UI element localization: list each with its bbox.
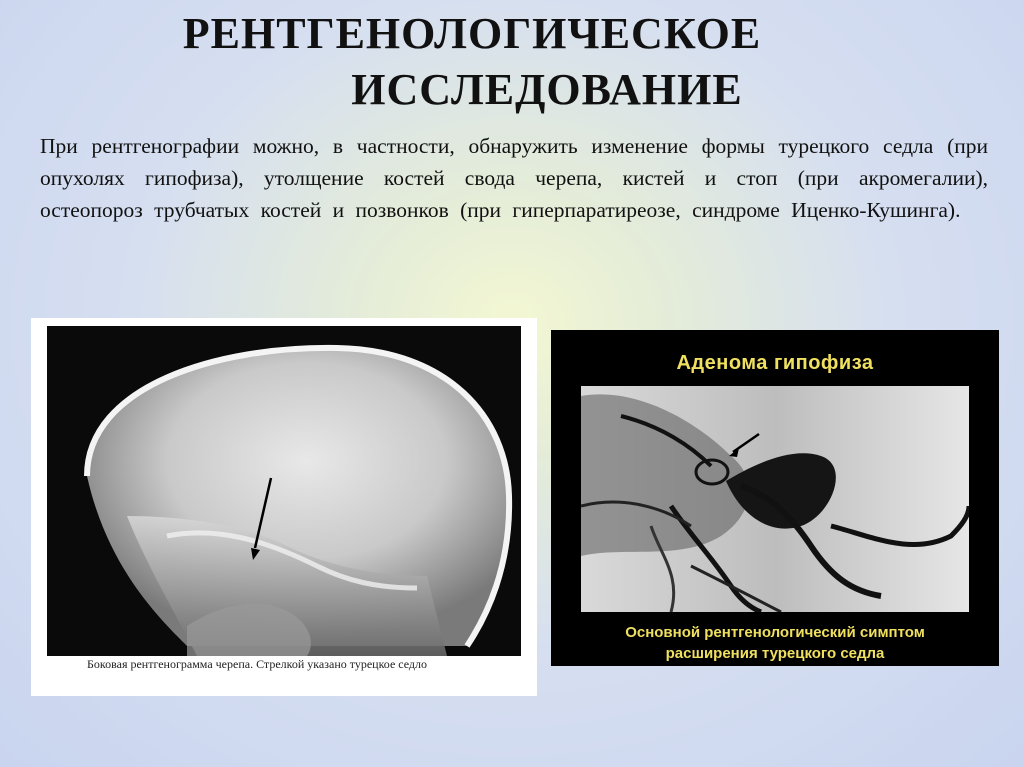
skull-xray-caption: Боковая рентгенограмма черепа. Стрелкой указано турецкое седло [87,657,428,671]
skull-xray-figure [31,318,537,696]
title-line-1: РЕНТГЕНОЛОГИЧЕСКОЕ [182,9,762,58]
slide-title [0,6,1024,118]
pituitary-adenoma-figure [551,330,999,666]
adenoma-xray-image [581,386,969,612]
title-line-2: ИССЛЕДОВАНИЕ [351,65,743,114]
body-paragraph: При рентгенографии можно, в частности, обнаружить изменение формы турецкого седла (при опухолях гипофиза), утолщение костей свода черепа, кистей и стоп (при акромегалии), остеопороз трубчатых костей и позвонков (при гиперпаратиреозе, синдроме Иценко-Кушинга). [40,134,988,222]
footer-line-2: расширения турецкого седла [665,645,885,662]
figure-heading: Аденома гипофиза [676,352,874,374]
footer-line-1: Основной рентгенологический симптом [625,624,925,641]
figure-footer [551,622,999,664]
skull-xray-image [47,326,521,656]
